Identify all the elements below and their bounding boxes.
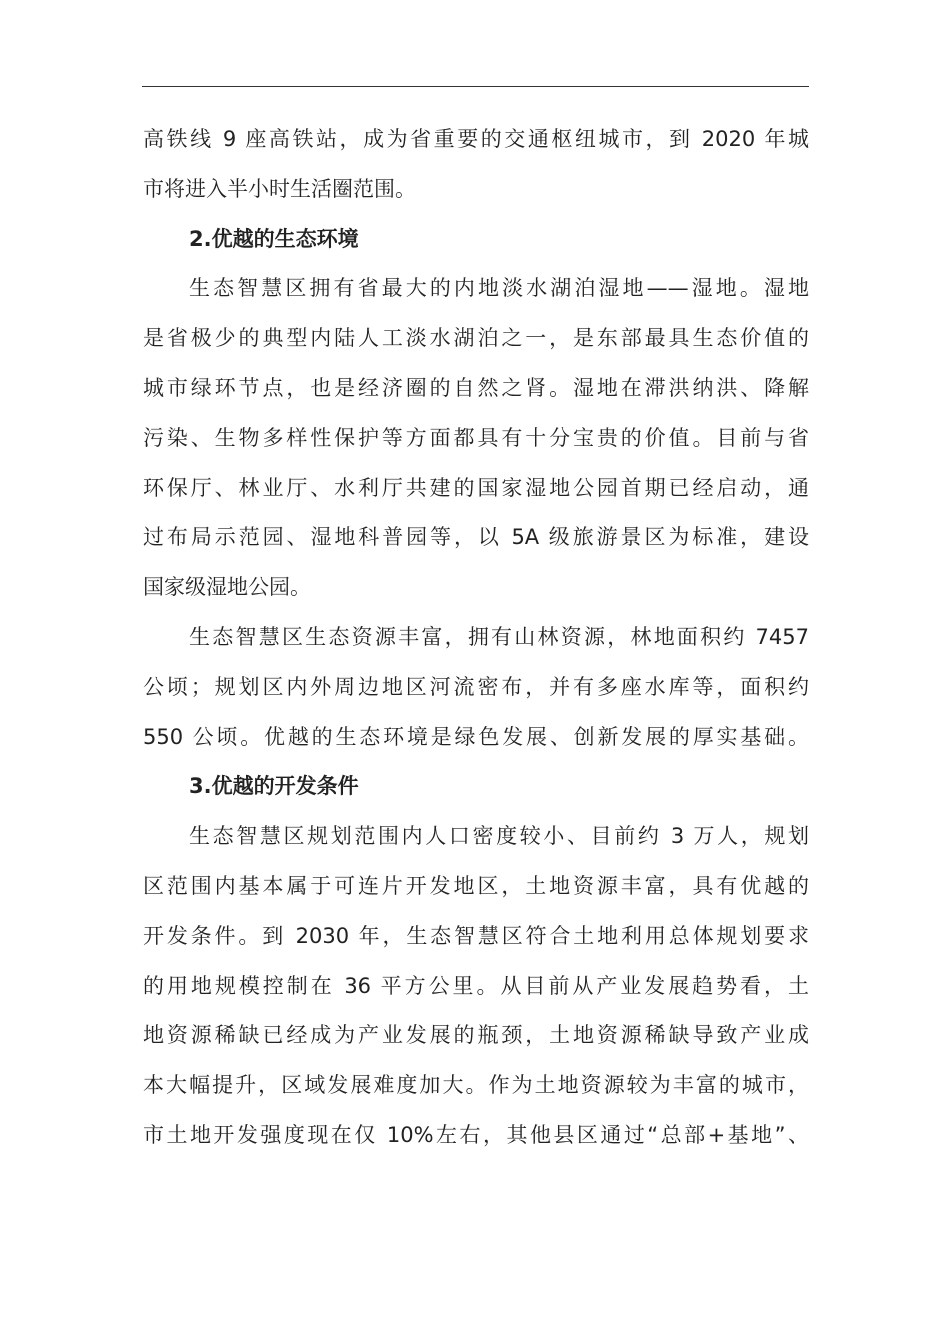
paragraph-line: 高铁线 9 座高铁站，成为省重要的交通枢纽城市，到 2020 年城 bbox=[143, 127, 809, 151]
paragraph-line: 是省极少的典型内陆人工淡水湖泊之一，是东部最具生态价值的 bbox=[143, 326, 809, 351]
paragraph-line: 过布局示范园、湿地科普园等，以 5A 级旅游景区为标准，建设 bbox=[143, 525, 809, 550]
paragraph-line: 本大幅提升，区域发展难度加大。作为土地资源较为丰富的城市， bbox=[143, 1073, 809, 1098]
paragraph-line: 城市绿环节点，也是经济圈的自然之肾。湿地在滞洪纳洪、降解 bbox=[143, 375, 809, 400]
paragraph-line: 生态智慧区拥有省最大的内地淡水湖泊湿地——湿地。湿地 bbox=[189, 276, 809, 301]
section-heading: 2.优越的生态环境 bbox=[189, 226, 359, 251]
document-body bbox=[143, 115, 809, 1161]
paragraph-line: 公顷；规划区内外周边地区河流密布，并有多座水库等，面积约 bbox=[143, 674, 809, 699]
paragraph-line: 区范围内基本属于可连片开发地区，土地资源丰富，具有优越的 bbox=[143, 873, 809, 898]
header-rule bbox=[142, 86, 809, 87]
paragraph-line: 市土地开发强度现在仅 10%左右，其他县区通过“总部+基地”、 bbox=[143, 1122, 809, 1147]
paragraph-line: 的用地规模控制在 36 平方公里。从目前从产业发展趋势看，土 bbox=[143, 973, 809, 998]
paragraph-line: 开发条件。到 2030 年，生态智慧区符合土地利用总体规划要求 bbox=[143, 923, 809, 948]
paragraph-line: 地资源稀缺已经成为产业发展的瓶颈，土地资源稀缺导致产业成 bbox=[143, 1023, 809, 1048]
paragraph-line: 550 公顷。优越的生态环境是绿色发展、创新发展的厚实基础。 bbox=[143, 724, 809, 749]
section-heading: 3.优越的开发条件 bbox=[189, 774, 359, 799]
paragraph-line: 市将进入半小时生活圈范围。 bbox=[143, 176, 416, 201]
paragraph-line: 生态智慧区规划范围内人口密度较小、目前约 3 万人，规划 bbox=[189, 824, 809, 849]
paragraph-line: 环保厅、林业厅、水利厅共建的国家湿地公园首期已经启动，通 bbox=[143, 475, 809, 500]
paragraph-line: 生态智慧区生态资源丰富，拥有山林资源，林地面积约 7457 bbox=[189, 624, 809, 649]
paragraph-line: 国家级湿地公园。 bbox=[143, 575, 311, 600]
paragraph-line: 污染、生物多样性保护等方面都具有十分宝贵的价值。目前与省 bbox=[143, 425, 809, 450]
